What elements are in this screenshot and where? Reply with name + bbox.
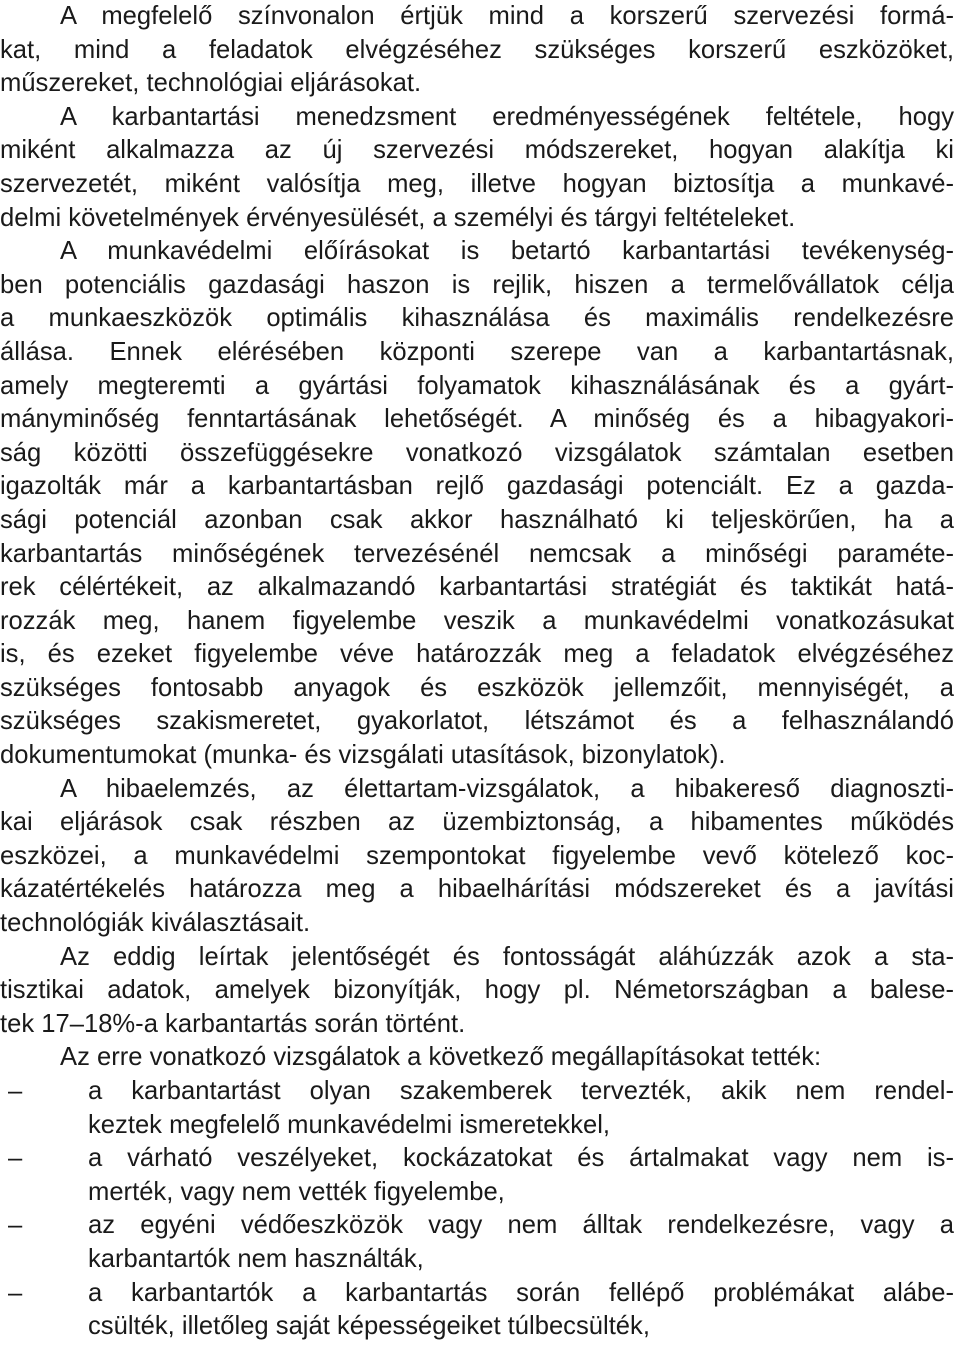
list-item-text: az egyéni védőeszközök vagy nem álltak rendelkezésre, vagy a [88,1211,954,1240]
text-line: tek 17–18%-a karbantartás során történt. [0,1009,466,1038]
text-line: szükséges szakismeretet, gyakorlatot, létszámot és a felhasználandó [0,707,954,736]
text-line: miként alkalmazza az új szervezési módszereket, hogyan alakítja ki [0,136,954,165]
list-item-text: a karbantartást olyan szakemberek tervezték, akik nem rendel- [88,1077,954,1105]
text-line: ság közötti összefüggésekre vonatkozó vizsgálatok számtalan esetben [0,438,954,467]
list-item-text: a karbantartók a karbantartás során fellépő problémákat alábe- [88,1278,954,1307]
text-line: műszereket, technológiai eljárásokat. [0,69,422,98]
text-line: szervezetét, miként valósítja meg, illetve hogyan biztosítja a munkavé- [0,169,954,198]
text-line: amely megteremti a gyártási folyamatok kihasználásának és a gyárt- [0,371,954,400]
paragraph-3 [0,235,954,773]
list-item-text: csülték, illetőleg saját képességeiket túlbecsülték, [88,1312,650,1341]
list-item [0,1209,954,1276]
paragraph-6 [0,1041,954,1075]
text-line: sági potenciál azonban csak akkor használható ki teljeskörűen, ha a [0,505,954,534]
text-line: A megfelelő színvonalon értjük mind a korszerű szervezési formá- [60,2,954,30]
text-line: a munkaeszközök optimális kihasználása és maximális rendelkezésre [0,304,954,333]
list-item-text: merték, vagy nem vették figyelembe, [88,1177,505,1206]
text-line: kázatértékelés határozza meg a hibaelhárítási módszereket és a javítási [0,875,954,904]
paragraph-2 [0,101,954,235]
text-line: A hibaelemzés, az élettartam-vizsgálatok, a hibakereső diagnoszti- [60,774,954,803]
paragraph-5 [0,941,954,1042]
text-line: tisztikai adatok, amelyek bizonyítják, hogy pl. Németországban a balese- [0,976,954,1005]
text-line: is, és ezeket figyelembe véve határozzák meg a feladatok elvégzéséhez [0,640,954,669]
text-line: technológiák kiválasztásait. [0,909,311,938]
text-line: rek célértékeit, az alkalmazandó karbantartási stratégiát és taktikát hatá- [0,573,954,602]
list-item [0,1277,954,1344]
text-line: ben potenciális gazdasági haszon is rejlik, hiszen a termelővállatok célja [0,270,954,299]
dash-bullet-icon: – [8,1278,23,1307]
text-line: kai eljárások csak részben az üzembiztonság, a hibamentes működés [0,808,954,837]
paragraph-4 [0,773,954,941]
text-line: igazolták már a karbantartásban rejlő gazdasági potenciált. Ez a gazda- [0,472,954,501]
findings-list [0,1075,954,1344]
list-item-text: keztek megfelelő munkavédelmi ismeretekkel, [88,1110,611,1139]
text-line: Az erre vonatkozó vizsgálatok a következő megállapításokat tették: [60,1043,822,1072]
list-item [0,1075,954,1142]
text-line: rozzák meg, hanem figyelembe veszik a munkavédelmi vonatkozásukat [0,606,954,635]
list-item-text: karbantartók nem használták, [88,1244,424,1273]
text-line: A munkavédelmi előírásokat is betartó karbantartási tevékenység- [60,237,954,266]
text-line: kat, mind a feladatok elvégzéséhez szükséges korszerű eszközöket, [0,35,954,64]
text-line: Az eddig leírtak jelentőségét és fontosságát aláhúzzák azok a sta- [60,942,954,971]
text-line: mányminőség fenntartásának lehetőségét. A minőség és a hibagyakori- [0,405,954,434]
text-line: dokumentumokat (munka- és vizsgálati utasítások, bizonylatok). [0,741,726,770]
dash-bullet-icon: – [8,1144,23,1173]
text-line: szükséges fontosabb anyagok és eszközök jellemzőit, mennyiségét, a [0,673,954,702]
text-line: eszközei, a munkavédelmi szempontokat figyelembe vevő kötelező koc- [0,841,954,870]
text-line: állása. Ennek elérésében központi szerepe van a karbantartásnak, [0,337,954,366]
text-line: delmi követelmények érvényesülését, a személyi és tárgyi feltételeket. [0,203,796,232]
text-line: A karbantartási menedzsment eredményességének feltétele, hogy [60,102,954,131]
paragraph-1 [0,0,954,101]
dash-bullet-icon: – [8,1077,23,1105]
list-item [0,1142,954,1209]
text-line: karbantartás minőségének tervezésénél nemcsak a minőségi paraméte- [0,539,954,568]
dash-bullet-icon: – [8,1211,23,1240]
list-item-text: a várható veszélyeket, kockázatokat és ártalmakat vagy nem is- [88,1144,954,1173]
